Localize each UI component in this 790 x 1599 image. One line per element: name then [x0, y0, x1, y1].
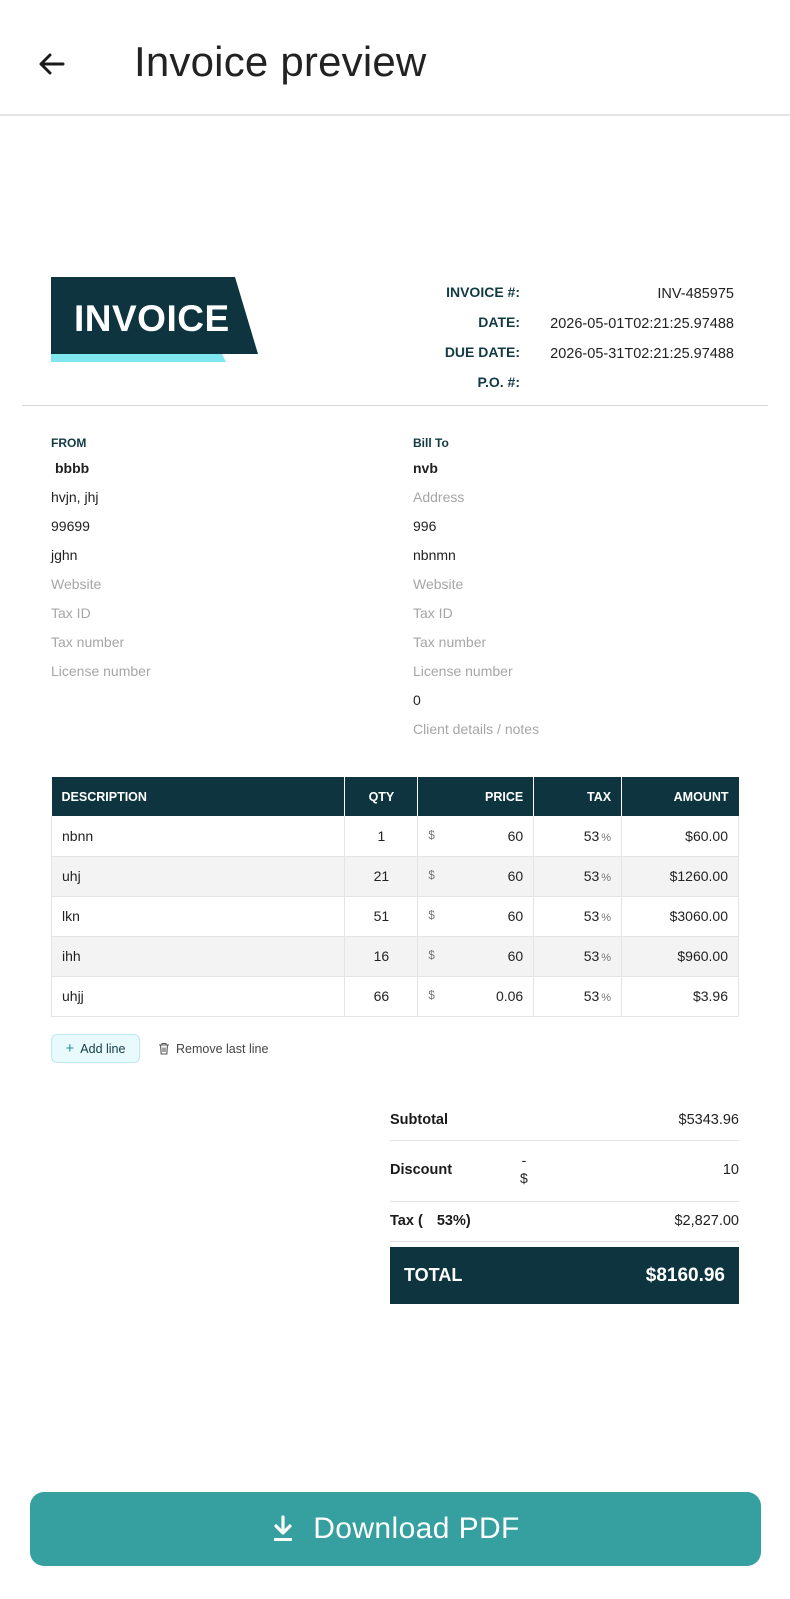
discount-minus: -	[521, 1152, 527, 1168]
row-price[interactable]	[418, 816, 534, 856]
tax-value: 53	[583, 948, 600, 964]
page-title: Invoice preview	[134, 38, 427, 85]
row-price[interactable]	[418, 976, 534, 1016]
row-tax[interactable]	[534, 976, 622, 1016]
bill-to-tax-id[interactable]: Tax ID	[413, 605, 453, 621]
row-amount: $60.00	[622, 816, 739, 856]
date-value: 2026-05-01T02:21:25.97488	[550, 316, 734, 332]
percent-symbol: %	[601, 831, 612, 844]
bill-to-heading: Bill To	[413, 436, 449, 450]
trash-icon	[158, 1042, 170, 1055]
invoice-number-value: INV-485975	[657, 286, 734, 302]
row-tax[interactable]	[534, 856, 622, 896]
row-amount: $960.00	[622, 936, 739, 976]
bill-to-website[interactable]: Website	[413, 576, 464, 592]
row-description[interactable]: lkn	[52, 896, 345, 936]
row-amount: $3.96	[622, 976, 739, 1016]
row-tax[interactable]	[534, 936, 622, 976]
from-line-3[interactable]: 99699	[51, 518, 90, 534]
from-tax-number[interactable]: Tax number	[51, 634, 125, 650]
bill-to-notes[interactable]: Client details / notes	[413, 721, 540, 737]
percent-symbol: %	[601, 952, 612, 964]
bill-to-line-3[interactable]: 996	[413, 518, 437, 534]
download-icon	[271, 1515, 295, 1543]
from-tax-id[interactable]: Tax ID	[51, 605, 91, 621]
from-address[interactable]: hvjn, jhj	[51, 489, 99, 505]
currency-symbol: $	[428, 910, 435, 922]
price-value: 60	[507, 908, 524, 924]
due-date-value: 2026-05-31T02:21:25.97488	[550, 346, 734, 362]
currency-symbol: $	[428, 990, 435, 1002]
table-row	[52, 936, 739, 976]
total-label: TOTAL	[404, 1265, 463, 1285]
discount-row	[390, 1141, 739, 1202]
percent-symbol: %	[601, 872, 612, 884]
remove-last-line-button[interactable]	[158, 1034, 268, 1063]
price-value: 0.06	[495, 988, 524, 1004]
from-website[interactable]: Website	[51, 576, 102, 592]
row-price[interactable]	[418, 856, 534, 896]
column-qty: QTY	[345, 777, 418, 816]
tax-value: 53	[583, 868, 600, 884]
discount-label: Discount	[390, 1162, 453, 1178]
header-divider	[22, 405, 768, 406]
tax-label-rate: 53%)	[436, 1213, 471, 1229]
table-row	[52, 896, 739, 936]
row-price[interactable]	[418, 936, 534, 976]
bill-to-address[interactable]: Address	[413, 489, 465, 505]
tax-value: 53	[583, 988, 600, 1004]
total-value: $8160.96	[645, 1265, 725, 1286]
subtotal-value: $5343.96	[678, 1112, 739, 1128]
table-row	[52, 856, 739, 896]
remove-last-line-label: Remove last line	[176, 1041, 269, 1056]
table-header-row	[52, 777, 739, 816]
line-items-table	[51, 777, 739, 1017]
column-amount: AMOUNT	[622, 777, 739, 816]
price-value: 60	[507, 868, 524, 884]
bill-to-line-9[interactable]: 0	[413, 692, 421, 708]
discount-type-toggle[interactable]	[520, 1151, 528, 1187]
bill-to-tax-number[interactable]: Tax number	[413, 634, 487, 650]
download-pdf-label: Download PDF	[313, 1512, 520, 1545]
percent-symbol: %	[601, 912, 612, 924]
price-value: 60	[507, 948, 524, 964]
currency-symbol: $	[428, 950, 435, 962]
discount-value[interactable]: 10	[722, 1162, 739, 1178]
row-qty[interactable]: 16	[345, 936, 418, 976]
row-amount: $3060.00	[622, 896, 739, 936]
price-value: 60	[507, 827, 524, 844]
percent-symbol: %	[601, 992, 612, 1004]
subtotal-label: Subtotal	[390, 1112, 448, 1128]
row-description[interactable]: ihh	[52, 936, 345, 976]
row-tax[interactable]	[534, 896, 622, 936]
plus-icon: +	[65, 1040, 75, 1057]
row-tax[interactable]	[534, 816, 622, 856]
back-button[interactable]	[28, 40, 76, 88]
row-qty[interactable]: 21	[345, 856, 418, 896]
from-license-number[interactable]: License number	[51, 663, 151, 679]
tax-value: 53	[583, 908, 600, 924]
row-description[interactable]: uhj	[52, 856, 345, 896]
bill-to-license-number[interactable]: License number	[413, 663, 513, 679]
date-label: DATE:	[478, 314, 520, 330]
currency-symbol: $	[428, 870, 435, 882]
arrow-left-icon	[36, 48, 68, 80]
tax-value: 53	[583, 827, 600, 844]
invoice-number-label: INVOICE #:	[446, 284, 520, 300]
row-qty[interactable]: 66	[345, 976, 418, 1016]
row-price[interactable]	[418, 896, 534, 936]
from-line-4[interactable]: jghn	[51, 547, 78, 563]
bill-to-line-4[interactable]: nbnmn	[413, 547, 456, 563]
logo-text: INVOICE	[74, 298, 230, 339]
app-bar	[0, 0, 790, 116]
po-number-label: P.O. #:	[477, 374, 520, 390]
from-heading: FROM	[51, 436, 87, 450]
column-tax: TAX	[534, 777, 622, 816]
discount-currency: $	[520, 1170, 528, 1186]
tax-label-prefix: Tax (	[390, 1213, 423, 1229]
table-row	[52, 976, 739, 1016]
subtotal-row	[390, 1100, 739, 1141]
download-pdf-button[interactable]	[30, 1492, 761, 1566]
column-description: DESCRIPTION	[52, 777, 345, 816]
tax-row	[390, 1202, 739, 1242]
row-description[interactable]: uhjj	[52, 976, 345, 1016]
row-qty[interactable]: 51	[345, 896, 418, 936]
add-line-label: Add line	[80, 1041, 126, 1056]
row-qty[interactable]: 1	[345, 816, 418, 856]
currency-symbol: $	[428, 829, 435, 842]
grand-total-bar	[390, 1247, 739, 1304]
from-name[interactable]: bbbb	[55, 460, 90, 476]
column-price: PRICE	[418, 777, 534, 816]
row-amount: $1260.00	[622, 856, 739, 896]
tax-label	[390, 1213, 471, 1229]
table-row	[52, 816, 739, 856]
tax-value: $2,827.00	[674, 1213, 739, 1229]
bill-to-name[interactable]: nvb	[413, 460, 438, 476]
add-line-button[interactable]	[51, 1034, 140, 1063]
due-date-label: DUE DATE:	[444, 344, 520, 360]
row-description[interactable]: nbnn	[52, 816, 345, 856]
